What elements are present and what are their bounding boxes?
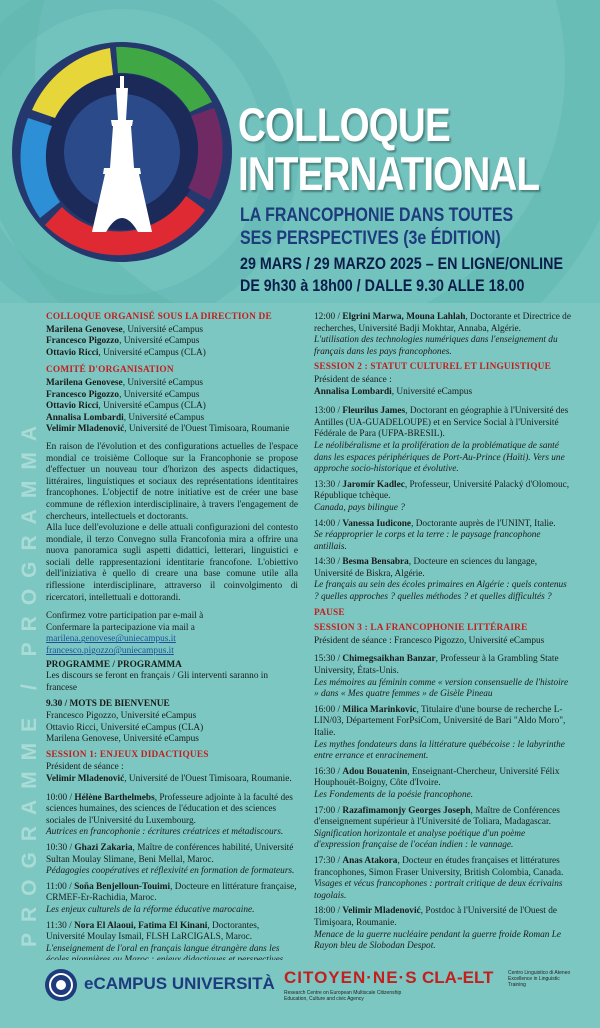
title-international: INTERNATIONAL <box>238 147 540 200</box>
talk-1730: 17:30 / Anas Atakora, Docteur en études françaises et littératures francophones, Simon Fraser University, British Colombia, Canada. Visages et vécus francophones : portrait critique de deux écrivains togolais. <box>314 855 564 901</box>
programme-heading: PROGRAMME / PROGRAMMA <box>46 659 182 670</box>
talk-1330: 13:30 / Jaromír Kadlec, Professeur, Université Palacký d'Olomouc, République tchèque. Canada, pays bilingue ? <box>314 479 570 513</box>
date-line1: 29 MARS / 29 MARZO 2025 – EN LIGNE/ONLINE <box>240 254 563 273</box>
languages-note: Les discours se feront en français / Gli interventi saranno in francese <box>46 671 269 693</box>
direction-list: Marilena Genovese, Université eCampus Francesco Pigozzo, Université eCampus Ottavio Ricci, Université eCampus (CLA) <box>46 324 206 358</box>
committee-list: Marilena Genovese, Université eCampus Francesco Pigozzo, Université eCampus Ottavio Ricci, Université eCampus (CLA) Annalisa Lombardi, Université eCampus Velimir Mladenović, Université de l'Ouest Timisoara, Roumanie <box>46 377 290 435</box>
committee-heading: COMITÉ D'ORGANISATION <box>46 365 174 376</box>
vertical-programme-label: PROGRAMME / PROGRAMMA <box>18 415 41 947</box>
pause-label: PAUSE <box>314 607 345 618</box>
citoyennes-subtitle: Research Centre on European Multiscale Citizenship Education, Culture and civic Agency <box>284 990 402 1002</box>
ecampus-logo-text: eCAMPUS UNIVERSITÀ <box>84 974 275 993</box>
welcome-heading: 9.30 / MOTS DE BIENVENUE <box>46 699 170 710</box>
direction-heading: COLLOQUE ORGANISÉ SOUS LA DIRECTION DE <box>46 312 272 322</box>
header-banner <box>0 0 600 303</box>
confirm-italian: Confermare la partecipazione via mail a <box>46 622 195 633</box>
confirm-french: Confirmez votre participation par e-mail à <box>46 611 204 622</box>
email-genovese[interactable]: marilena.genovese@uniecampus.it <box>46 634 176 645</box>
session3-chair: Président de séance : Francesco Pigozzo, Université eCampus <box>314 635 545 646</box>
session2-chair-label: Président de séance : <box>314 374 392 385</box>
talk-1400: 14:00 / Vanessa Iudicone, Doctorante auprès de l'UNINT, Italie. Se réapproprier le corps et la terre : le paysage francophone antillais. <box>314 518 556 552</box>
welcome-list: Francesco Pigozzo, Université eCampus Ottavio Ricci, Université eCampus (CLA) Marilena Genovese, Université eCampus <box>46 711 204 745</box>
talk-1130: 11:30 / Nora El Alaoui, Fatima El Kinani, Doctorantes, Université Moulay Ismail, FLSH LaRCIGALS, Maroc. L'enseignement de l'oral en français langue étrangère dans les <box>46 920 280 954</box>
left-column <box>46 308 298 982</box>
talk-1800: 18:00 / Velimir Mladenović, Postdoc à l'Université de l'Ouest de Timişoara, Roumanie. Menace de la guerre nucléaire pendant la guerre froide Roman Le Rayon bleu de Slobodan Despot. <box>314 906 561 952</box>
cla-elt-subtitle: Centro Linguistico di Ateneo Excellence in Linguistic Training <box>508 970 571 988</box>
email-pigozzo[interactable]: francesco.pigozzo@uniecampus.it <box>46 646 174 657</box>
talk-1300: 13:00 / Fleurilus James, Doctorant en géographie à l'Université des Antilles (UA-GUADELOUPE) et en Service Social à l'Université Fédérale de Para (UFPA-BRESIL). Le néolibéralisme et la prolifération de la problématique de santé dans les espaces périphériques de Port-Au-Prince (Haïti). Vers une approche socio-historique et évolutive. <box>314 406 569 475</box>
session1-chair: Velimir Mladenović, Université de l'Ouest Timisoara, Roumanie. <box>46 773 292 784</box>
right-column <box>314 308 572 957</box>
title-colloque: COLLOQUE <box>238 98 450 151</box>
talk-1700: 17:00 / Razafimamonjy Georges Joseph, Maître de Conférences d'enseignement supérieur à l'Université de Toliara, Madagascar. Signification horizontale et analyse poétique d'un poème d'expression française de l'océan indien : le vannage. <box>314 805 560 851</box>
session3-heading: SESSION 3 : LA FRANCOPHONIE LITTÉRAIRE <box>314 623 528 634</box>
subtitle-line2: SES PERSPECTIVES (3e ÉDITION) <box>240 228 501 249</box>
intro-italian: Alla luce dell'evoluzione e delle attuali configurazioni del contesto mondiale, il terzo Convegno sulla Francofonia mira a offrire una nuova panoramica sugli aspetti didattici, letterari, linguistici e sociali delle rappresentazioni identitarie francofone. L'obiettivo dell'iniziativa è quello di creare una base comune utile alla riflessione interdisciplinare, attraverso il coinvolgimento di ricercatori, intellettuali e dottorandi. <box>46 523 298 603</box>
intro-french: En raison de l'évolution et des configurations actuelles de l'espace mondial ce troisième Colloque sur la Francophonie se propose d'effectuer un nouveau tour d'horizon des aspects didactiques, littéraires, linguistiques et sociaux des représentations identitaires francophones. L'objectif de notre initiative est de créer une base commune de réflexion interdisciplinaire, à travers l'engagement de chercheurs, intellectuels et doctorants. <box>46 441 298 522</box>
session1-chair-label: Président de séance : <box>46 762 124 773</box>
session2-chair: Annalisa Lombardi, Université eCampus <box>314 386 473 397</box>
session2-heading: SESSION 2 : STATUT CULTUREL ET LINGUISTIQUE <box>314 362 551 373</box>
citoyennes-logo: CITOYEN·NE·S <box>284 968 418 987</box>
session1-heading: SESSION 1: ENJEUX DIDACTIQUES <box>46 749 209 760</box>
date-line2: DE 9h30 à 18h00 / DALLE 9.30 ALLE 18.00 <box>240 276 525 295</box>
talk-1630: 16:30 / Adou Bouatenin, Enseignant-Chercheur, Université Félix Houphouët-Boigny, Côte d'Ivoire. Les Fondements de la poésie francophone. <box>314 766 560 800</box>
talk-1030: 10:30 / Ghazi Zakaria, Maître de conférences habilité, Université Sultan Moulay Slimane, Beni Mellal, Maroc. Pédagogies coopératives et réflexivité en formation de formateurs. <box>46 842 295 877</box>
subtitle-line1: LA FRANCOPHONIE DANS TOUTES <box>240 205 514 226</box>
ecampus-logo-icon <box>44 968 78 1002</box>
talk-1000: 10:00 / Hélène Barthelmebs, Professeure adjointe à la faculté des sciences humaines, des sciences de l'éducation et des sciences sociales de l'Université du Luxembourg. Autrices en francophonie : écritures créatrices et métadiscours. <box>46 792 293 838</box>
talk-1430: 14:30 / Besma Bensabra, Docteure en sciences du langage, Université de Biskra, Algérie. Le français au sein des écoles primaires en Algérie : quels contenus ? quelles approches ? quelles méthodes ? et quelles difficultés ? <box>314 557 567 603</box>
talk-1600: 16:00 / Milica Marinkovic, Titulaire d'une bourse de recherche L-LIN/03, Département ForPsiCom, Université de Bari "Aldo Moro", Italie. Les mythes fondateurs dans la littérature québécoise : le labyrinthe entre errance et enracinement. <box>314 704 566 762</box>
talk-1200: 12:00 / Elgrini Marwa, Mouna Lahlah, Doctorante et Directrice de recherches, Université Badji Mokhtar, Annaba, Algérie. L'utilisation des technologies numériques dans l'enseignement du français dans les pays francophones. <box>314 312 571 357</box>
cla-elt-logo: CLA-ELT <box>422 968 494 987</box>
talk-1100: 11:00 / Soña Benjelloun-Touimi, Docteure en littérature française, CRMEF-Er-Rachidia, Maroc. Les enjeux culturels de la réforme éducative marocaine. <box>46 881 297 915</box>
talk-1530: 15:30 / Chimegsaikhan Banzar, Professeur à la Grambling State University, États-Unis. Les mémoires au féminin comme « version consensuelle de l'histoire » dans « Mes quatre femmes » de Gisèle Pineau <box>314 654 569 700</box>
